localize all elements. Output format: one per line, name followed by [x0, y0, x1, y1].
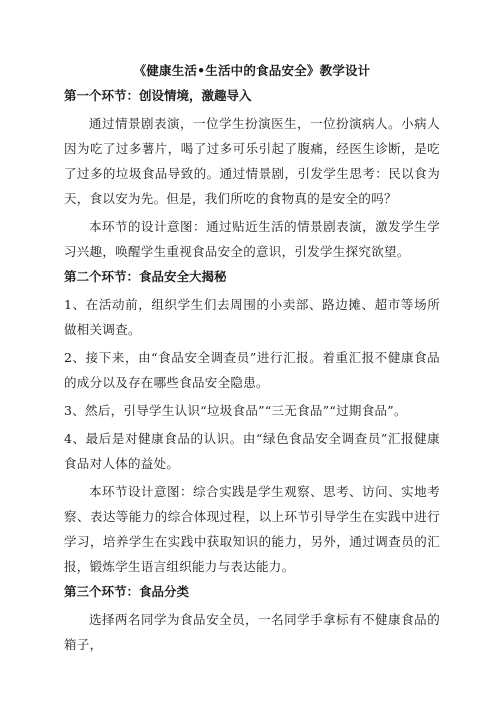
- section-3-heading: 第三个环节：食品分类: [64, 584, 190, 599]
- section-2: [64, 267, 440, 579]
- section-3-paragraph: 选择两名同学为食品安全员，一名同学手拿标有不健康食品的箱子，: [64, 612, 440, 652]
- section-3: [64, 582, 440, 657]
- document-title: 《健康生活•生活中的食品安全》教学设计: [133, 63, 371, 78]
- section-2-heading: 第二个环节：食品安全大揭秘: [64, 269, 227, 284]
- section-2-item: 1、在活动前，组织学生们去周围的小卖部、路边摊、超市等场所做相关调查。: [64, 297, 440, 337]
- section-2-item: 2、接下来，由“食品安全调查员”进行汇报。着重汇报不健康食品的成分以及存在哪些食品安全隐患。: [64, 350, 440, 390]
- section-1-intent-paragraph: 本环节的设计意图：通过贴近生活的情景剧表演，激发学生学习兴趣，唤醒学生重视食品安全的意识，引发学生探究欲望。: [64, 219, 440, 259]
- section-1-heading: 第一个环节：创设情境，激趣导入: [64, 88, 252, 103]
- section-2-intent-paragraph: 本环节设计意图：综合实践是学生观察、思考、访问、实地考察、表达等能力的综合体现过程，以上环节引导学生在实践中进行学习，培养学生在实践中获取知识的能力，另外，通过调查员的汇报，锻炼学生语言组织能力与表达能力。: [64, 484, 440, 574]
- section-2-item: 3、然后，引导学生认识“垃圾食品”“三无食品”“过期食品”。: [64, 403, 407, 418]
- section-1: [64, 86, 440, 264]
- section-2-item: 4、最后是对健康食品的认识。由“绿色食品安全调查员”汇报健康食品对人体的益处。: [64, 431, 440, 471]
- section-1-paragraph: 通过情景剧表演，一位学生扮演医生，一位扮演病人。小病人因为吃了过多薯片，喝了过多可乐引起了腹痛，经医生诊断，是吃了过多的垃圾食品导致的。通过情景剧，引发学生思考：民以食为天，食以安为先。但是，我们所吃的食物真的是安全的吗？: [64, 116, 440, 206]
- document-page: [64, 62, 440, 660]
